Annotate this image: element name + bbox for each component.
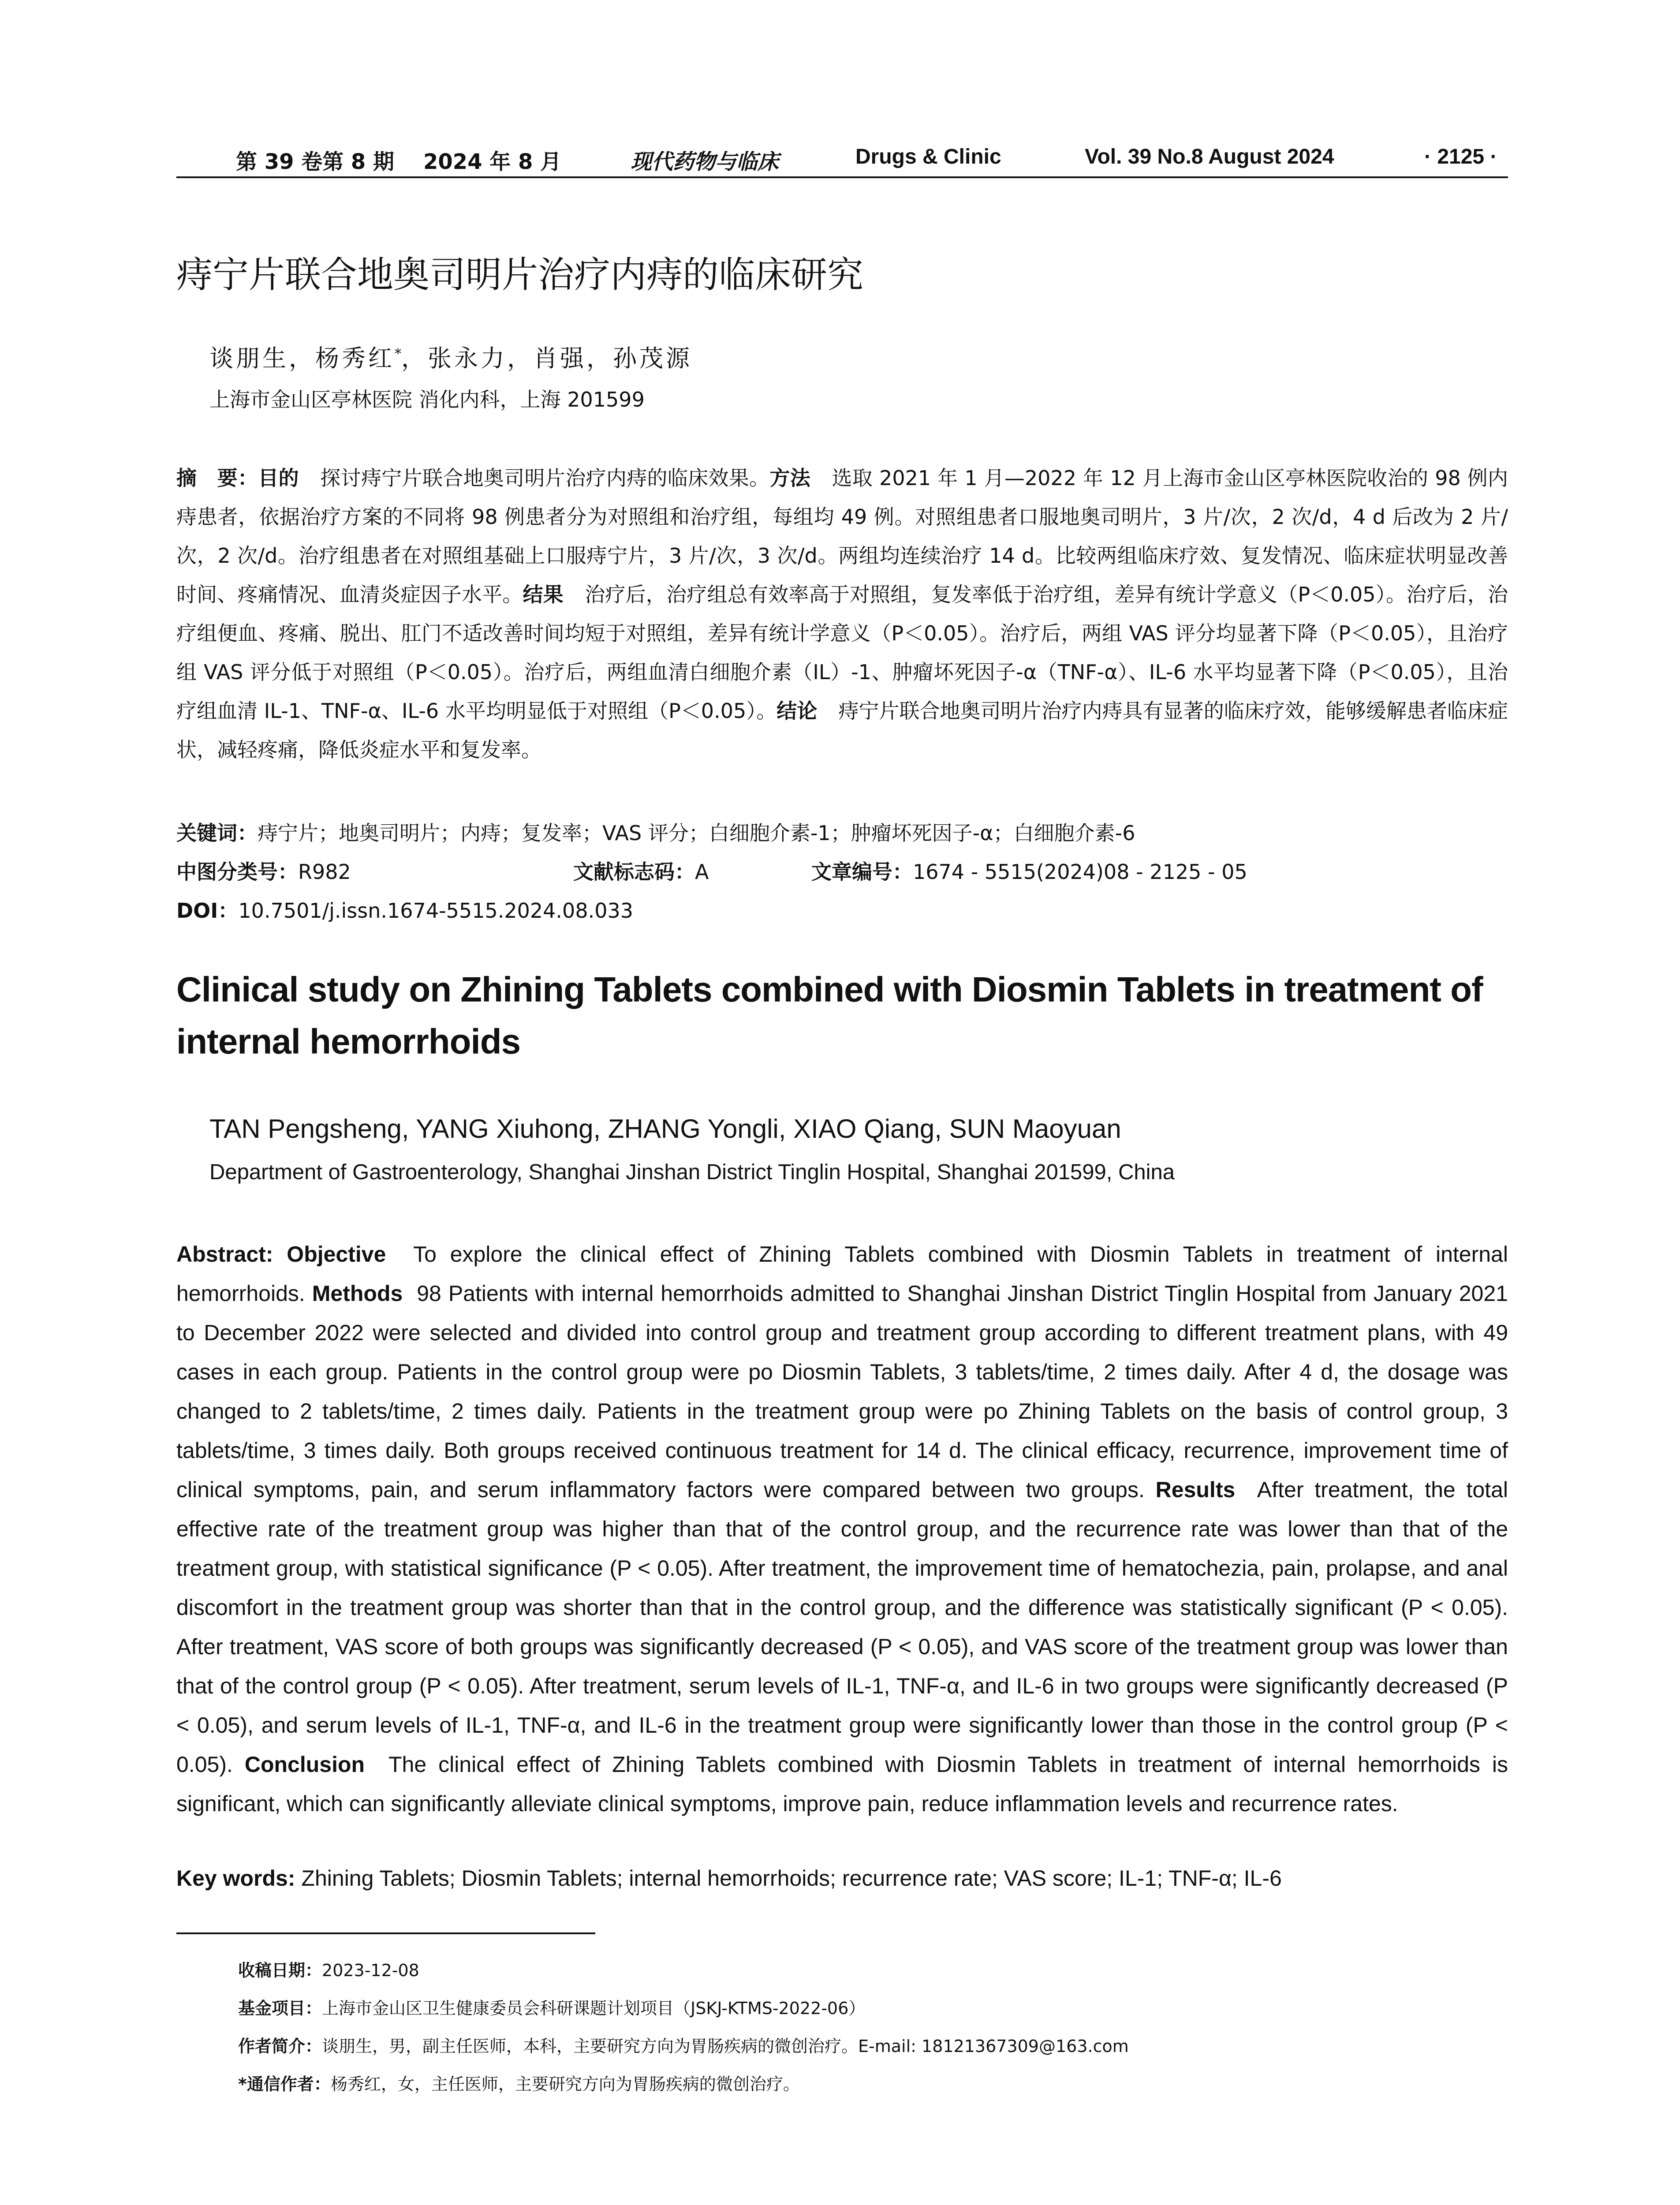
en-abstract xyxy=(176,1235,1508,1824)
en-title: Clinical study on Zhining Tablets combined with Diosmin Tablets in treatment of internal hemorrhoids xyxy=(176,970,1483,1061)
header-journal-cn: 现代药物与临床 xyxy=(631,149,779,174)
header-volume-cn: 第 39 卷第 8 期 xyxy=(236,149,395,174)
footnotes xyxy=(238,1951,1508,2103)
articleno-field xyxy=(811,852,1247,891)
doccode-label: 文献标志码： xyxy=(573,860,695,884)
cn-authors xyxy=(209,340,692,374)
footnote-corresponding xyxy=(238,2065,1508,2103)
footnote-fund xyxy=(238,1989,1508,2027)
received-date: 2023-12-08 xyxy=(322,1961,419,1980)
articleno-label: 文章编号： xyxy=(811,860,913,884)
header-page-number: · 2125 · xyxy=(1424,145,1497,168)
clc-label: 中图分类号： xyxy=(176,860,298,884)
en-methods-label: Methods xyxy=(312,1281,403,1306)
doccode-value: A xyxy=(695,860,709,884)
cn-affiliation: 上海市金山区亭林医院 消化内科，上海 201599 xyxy=(209,388,645,411)
author-bio: 谈朋生，男，副主任医师，本科，主要研究方向为胃肠疾病的微创治疗。E-mail: 18121367309@163.com xyxy=(322,2037,1129,2056)
doccode-field xyxy=(573,852,811,891)
cn-objective-label: 目的 xyxy=(258,466,299,490)
en-objective: To explore the clinical effect of Zhining Tablets combined with Diosmin Tablets in treatment of internal hemorrhoids. xyxy=(176,1242,1508,1306)
doi-label: DOI： xyxy=(176,899,239,923)
en-abstract-label: Abstract: Objective xyxy=(176,1242,386,1267)
en-conclusion-label: Conclusion xyxy=(244,1752,365,1777)
en-results: After treatment, the total effective rate of the treatment group was higher than that of the control group, and the recurrence rate was lower than that of the treatment group, with statistical significance (P < 0.05). After treatment, the improvement time of hematochezia, pain, prolapse, and anal discomfort in the treatment group was shorter than that in the control group, and the difference was statistically significant (P < 0.05). After treatment, VAS score of both groups was significantly decreased (P < 0.05), and VAS score of the treatment group was lower than that of the control group (P < 0.05). After treatment, serum levels of IL-1, TNF-α, and IL-6 in two groups were significantly decreased (P < 0.05), and serum levels of IL-1, TNF-α, and IL-6 in the treatment group were significantly lower than those in the control group (P < 0.05). xyxy=(176,1477,1508,1777)
received-label: 收稿日期： xyxy=(238,1961,322,1980)
cn-conclusion-label: 结论 xyxy=(777,699,818,723)
cn-abstract xyxy=(176,459,1508,769)
cn-keywords-label: 关键词： xyxy=(176,821,258,845)
en-authors: TAN Pengsheng, YANG Xiuhong, ZHANG Yongli, XIAO Qiang, SUN Maoyuan xyxy=(209,1114,1121,1144)
cn-conclusion: 痔宁片联合地奥司明片治疗内痔具有显著的临床疗效，能够缓解患者临床症状，减轻疼痛，降低炎症水平和复发率。 xyxy=(176,699,1508,762)
footnote-divider xyxy=(176,1932,595,1934)
header-journal-en: Drugs & Clinic xyxy=(855,145,1001,168)
en-methods: 98 Patients with internal hemorrhoids admitted to Shanghai Jinshan District Tinglin Hospital from January 2021 to December 2022 were selected and divided into control group and treatment group according to different treatment plans, with 49 cases in each group. Patients in the control group were po Diosmin Tablets, 3 tablets/time, 2 times daily. After 4 d, the dosage was changed to 2 tablets/time, 2 times daily. Patients in the treatment group were po Zhining Tablets on the basis of control group, 3 tablets/time, 3 times daily. Both groups received continuous treatment for 14 d. The clinical efficacy, recurrence, improvement time of clinical symptoms, pain, and serum inflammatory factors were compared between two groups. xyxy=(176,1281,1508,1502)
en-conclusion: The clinical effect of Zhining Tablets combined with Diosmin Tablets in treatment of internal hemorrhoids is significant, which can significantly alleviate clinical symptoms, improve pain, reduce inflammation levels and recurrence rates. xyxy=(176,1752,1508,1816)
doi-line xyxy=(176,891,1508,930)
en-results-label: Results xyxy=(1155,1477,1236,1502)
fund-value: 上海市金山区卫生健康委员会科研课题计划项目（JSKJ-KTMS-2022-06） xyxy=(322,1999,866,2018)
cn-methods-label: 方法 xyxy=(769,466,811,490)
cn-keywords-line xyxy=(176,814,1508,852)
cn-results: 治疗后，治疗组总有效率高于对照组，复发率低于治疗组，差异有统计学意义（P＜0.05）。治疗后，治疗组便血、疼痛、脱出、肛门不适改善时间均短于对照组，差异有统计学意义（P＜0.05）。治疗后，两组 VAS 评分均显著下降（P＜0.05），且治疗组 VAS 评分低于对照组（P＜0.05）。治疗后，两组血清白细胞介素（IL）-1、肿瘤坏死因子-α（TNF-α）、IL-6 水平均显著下降（P＜0.05），且治疗组血清 IL-1、TNF-α、IL-6 水平均明显低于对照组（P＜0.05）。 xyxy=(176,583,1508,723)
en-affiliation: Department of Gastroenterology, Shanghai Jinshan District Tinglin Hospital, Shanghai 201599, China xyxy=(209,1160,1175,1184)
author-bio-label: 作者简介： xyxy=(238,2037,322,2056)
cn-abstract-label: 摘 要： xyxy=(176,466,258,490)
header-volume-en: Vol. 39 No.8 August 2024 xyxy=(1085,145,1334,168)
clc-field xyxy=(176,852,573,891)
cn-keywords: 痔宁片；地奥司明片；内痔；复发率；VAS 评分；白细胞介素-1；肿瘤坏死因子-α；白细胞介素-6 xyxy=(258,821,1135,845)
footnote-author xyxy=(238,2027,1508,2065)
corresponding-bio: 杨秀红，女，主任医师，主要研究方向为胃肠疾病的微创治疗。 xyxy=(330,2074,800,2094)
header-date-cn: 2024 年 8 月 xyxy=(423,149,562,174)
doi-value: 10.7501/j.issn.1674-5515.2024.08.033 xyxy=(238,899,634,923)
footnote-received xyxy=(238,1951,1508,1989)
en-keywords-line xyxy=(176,1859,1517,1898)
en-keywords: Zhining Tablets; Diosmin Tablets; internal hemorrhoids; recurrence rate; VAS score; IL-1; TNF-α; IL-6 xyxy=(301,1866,1282,1891)
cn-objective: 探讨痔宁片联合地奥司明片治疗内痔的临床效果。 xyxy=(320,466,770,490)
cn-title: 痔宁片联合地奥司明片治疗内痔的临床研究 xyxy=(176,254,864,296)
corresponding-label: *通信作者： xyxy=(238,2074,331,2094)
cn-methods: 选取 2021 年 1 月—2022 年 12 月上海市金山区亭林医院收治的 98 例内痔患者，依据治疗方案的不同将 98 例患者分为对照组和治疗组，每组均 49 例。对照组患者口服地奥司明片，3 片/次，2 次/d，4 d 后改为 2 片/次，2 次/d。治疗组患者在对照组基础上口服痔宁片，3 片/次，3 次/d。两组均连续治疗 14 d。比较两组临床疗效、复发情况、临床症状明显改善时间、疼痛情况、血清炎症因子水平。 xyxy=(176,466,1508,606)
running-header xyxy=(176,141,1508,178)
classification-line xyxy=(176,852,1508,891)
cn-authors-first: 谈朋生，杨秀红 xyxy=(209,344,395,372)
fund-label: 基金项目： xyxy=(238,1999,322,2018)
articleno-value: 1674 - 5515(2024)08 - 2125 - 05 xyxy=(913,860,1247,884)
cn-results-label: 结果 xyxy=(523,583,564,606)
cn-authors-rest: ，张永力，肖强，孙茂源 xyxy=(401,344,692,372)
en-keywords-label: Key words: xyxy=(176,1866,295,1891)
clc-value: R982 xyxy=(298,860,351,884)
corresponding-mark: * xyxy=(395,346,401,362)
